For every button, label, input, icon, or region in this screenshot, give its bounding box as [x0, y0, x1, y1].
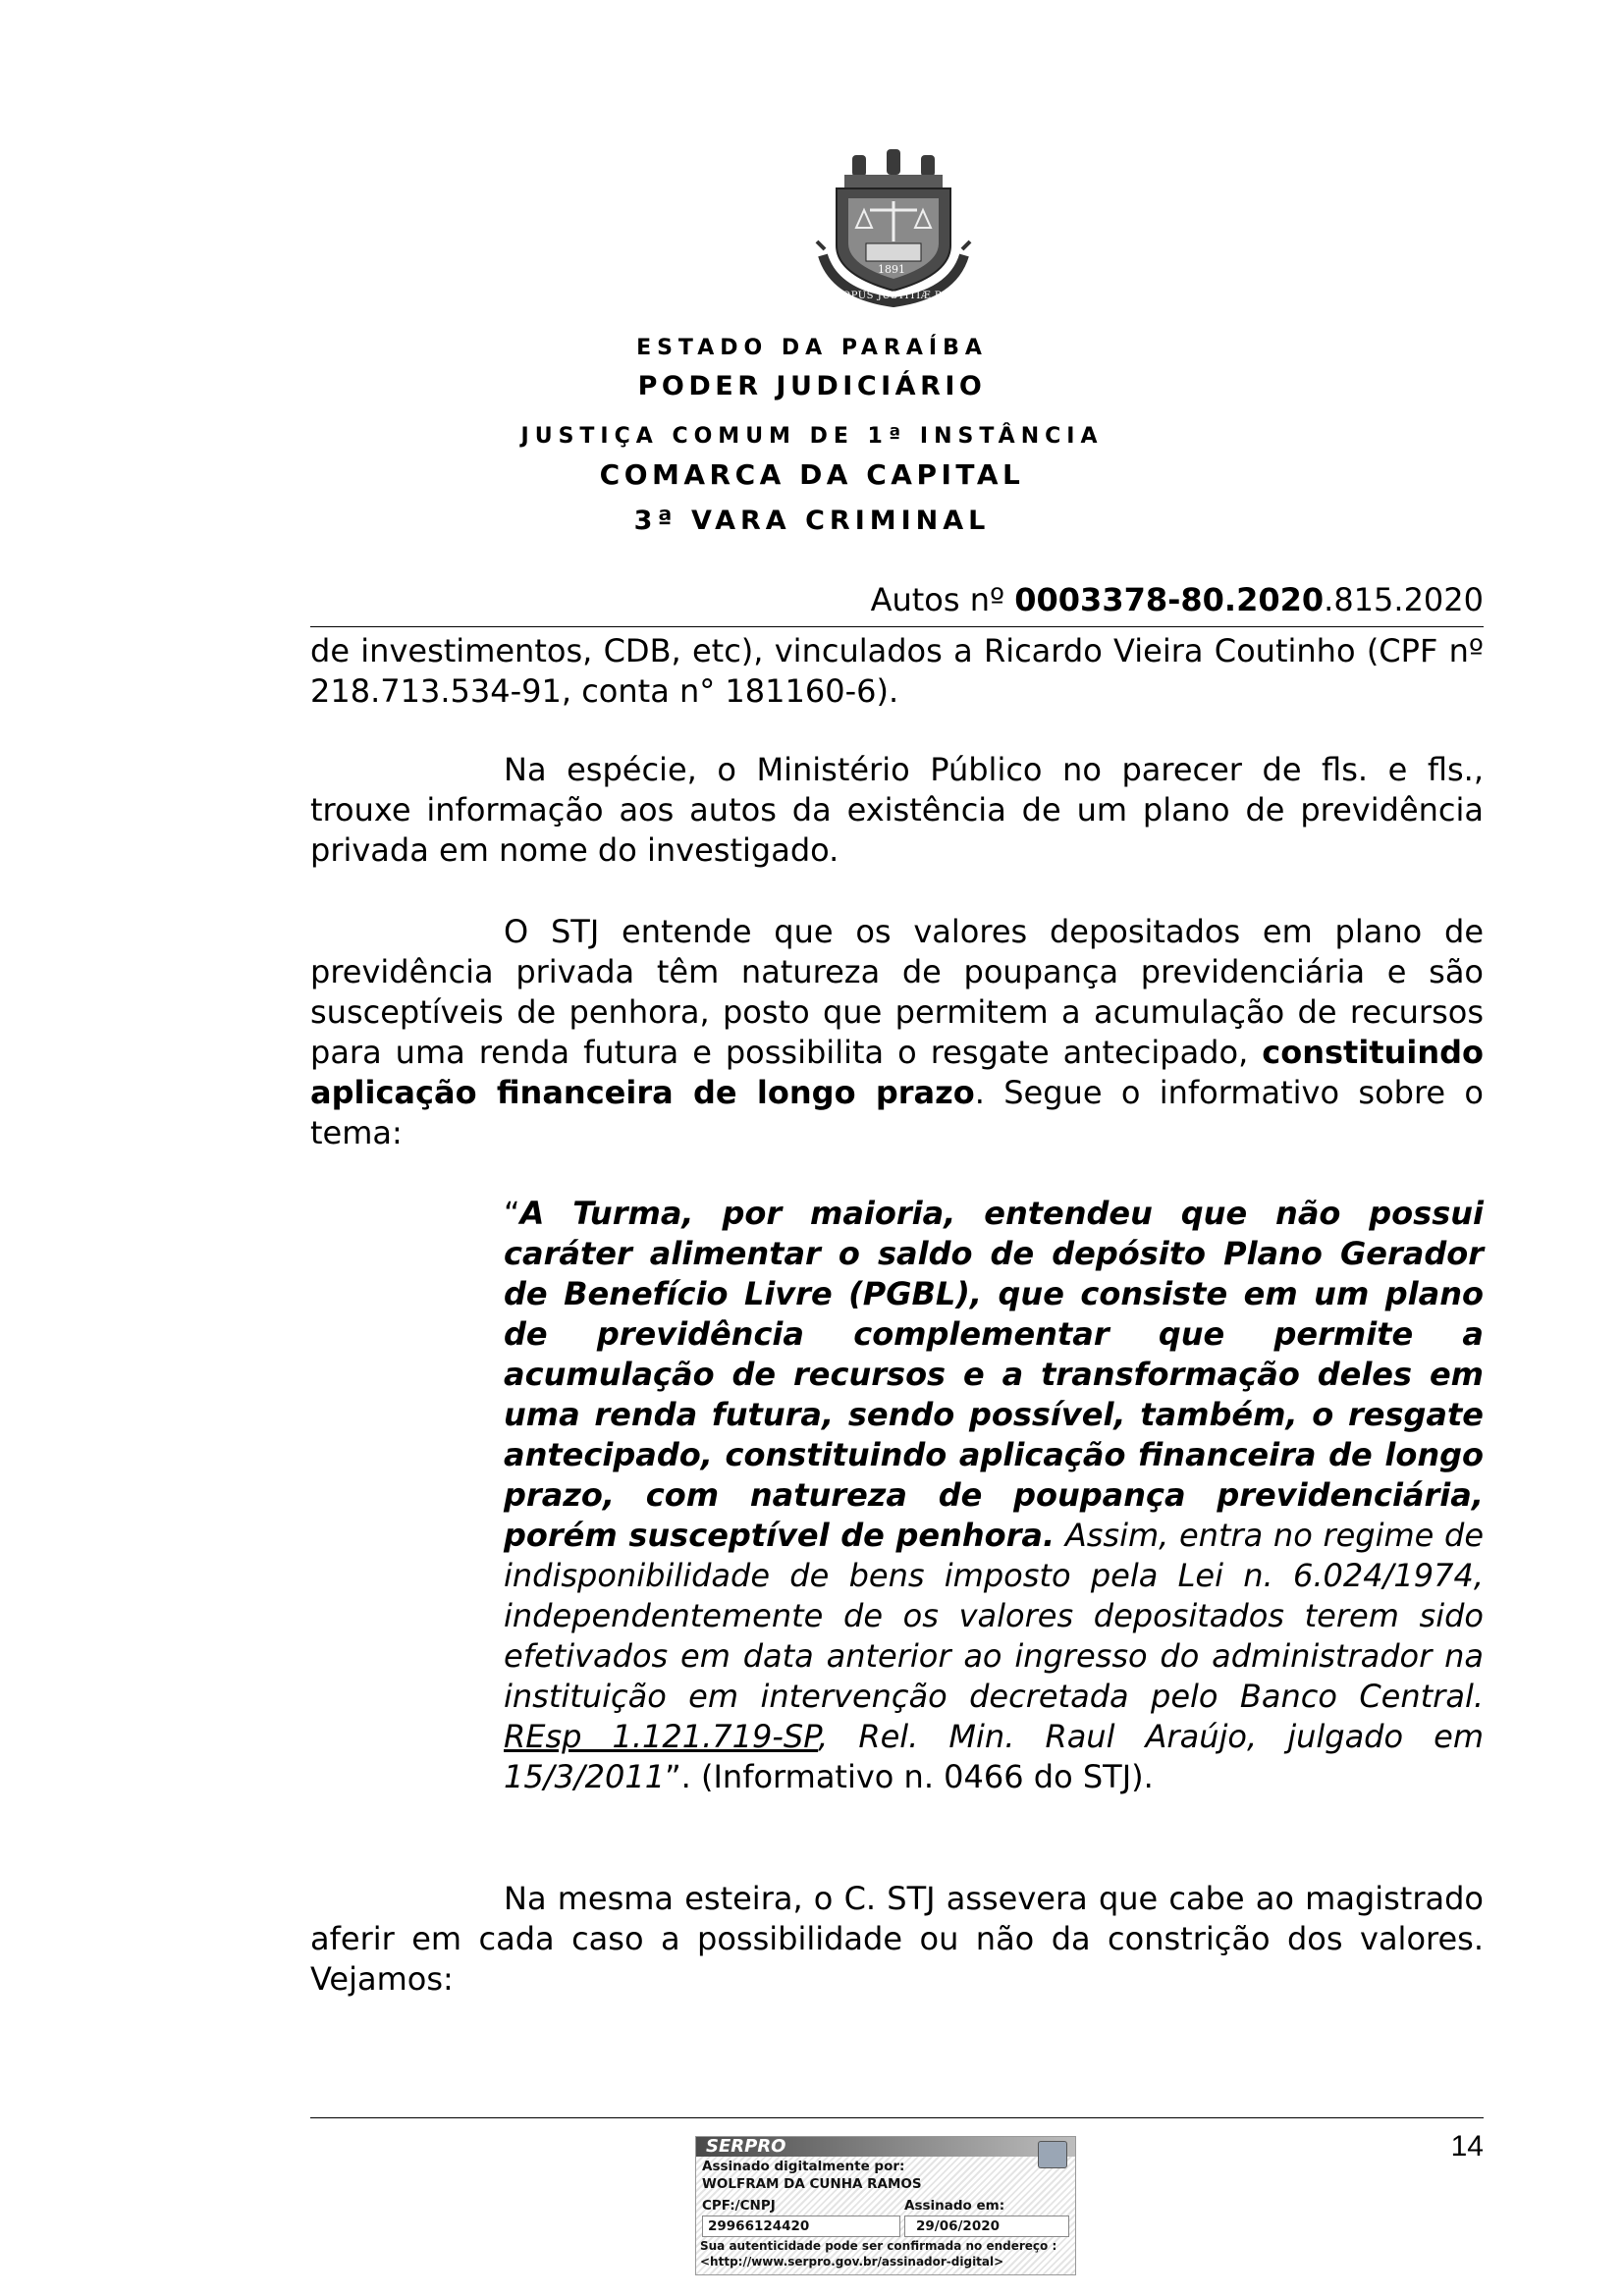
signature-seal-icon: [1038, 2141, 1067, 2168]
digital-signature-stamp: [695, 2136, 1076, 2275]
header-justice: JUSTIÇA COMUM DE 1ª INSTÂNCIA: [520, 424, 1104, 449]
case-number-bold: 0003378-80.2020: [1014, 581, 1325, 618]
crest-year: 1891: [878, 263, 905, 276]
crest-motto: OPUS JUSTITIÆ PAX: [842, 291, 956, 301]
authenticity-url[interactable]: <http://www.serpro.gov.br/assinador-digital>: [700, 2255, 1004, 2269]
signer-name: WOLFRAM DA CUNHA RAMOS: [702, 2176, 922, 2192]
header-power: PODER JUDICIÁRIO: [637, 371, 987, 401]
header-comarca: COMARCA DA CAPITAL: [599, 458, 1025, 491]
header-divider: [310, 626, 1484, 627]
page-number: 14: [1450, 2130, 1484, 2163]
header-vara: 3ª VARA CRIMINAL: [633, 506, 991, 536]
footer-divider: [310, 2117, 1484, 2118]
paragraph-3: O STJ entende que os valores depositados em plano de previdência privada têm natureza de poupança previdenciária e são susceptíveis de penhora, posto que permitem a acumulação de recursos para uma renda futura e possibilita o resgate antecipado, constituindo aplicação financeira de longo prazo. Segue o informativo sobre o tema:: [310, 913, 1485, 1151]
quote-bold: A Turma, por maioria, entendeu que não possui caráter alimentar o saldo de depósito Plano Gerador de Benefício Livre (PGBL), que consiste em um plano de previdência complementar que permite a acumulação de recursos e a transformação deles em uma renda futura, sendo possível, também, o resgate antecipado, constituindo aplicação financeira de longo prazo, com natureza de poupança previdenciária, porém susceptível de penhora.: [504, 1195, 1484, 1554]
court-crest-icon: [815, 147, 972, 309]
serpro-logo: SERPRO: [706, 2136, 786, 2157]
resp-link[interactable]: REsp 1.121.719-SP: [504, 1718, 819, 1755]
case-number: Autos nº 0003378-80.2020.815.2020: [870, 581, 1484, 618]
paragraph-5: Na mesma esteira, o C. STJ assevera que cabe ao magistrado aferir em cada caso a possibilidade ou não da constrição dos valores. Vejamos:: [310, 1880, 1484, 1998]
paragraph-1: de investimentos, CDB, etc), vinculados a Ricardo Vieira Coutinho (CPF nº 218.713.534-91, conta n° 181160-6).: [310, 632, 1484, 710]
header-state: ESTADO DA PARAÍBA: [636, 336, 988, 360]
cpf-label: CPF:/CNPJ: [702, 2198, 776, 2214]
signed-date: 29/06/2020: [916, 2218, 1001, 2234]
cpf-value: 29966124420: [708, 2218, 810, 2234]
jurisprudence-quote: “A Turma, por maioria, entendeu que não possui caráter alimentar o saldo de depósito Plano Gerador de Benefício Livre (PGBL), que consiste em um plano de previdência complementar que permite a acumulação de recursos e a transformação deles em uma renda futura, sendo possível, também, o resgate antecipado, constituindo aplicação financeira de longo prazo, com natureza de poupança previdenciária, porém susceptível de penhora. Assim, entra no regime de indisponibilidade de bens imposto pela Lei n. 6.024/1974, independentemente de os valores depositados terem sido efetivados em data anterior ao ingresso do administrador na instituição em intervenção decretada pelo Banco Central. REsp 1.121.719-SP, Rel. Min. Raul Araújo, julgado em 15/3/2011”. (Informativo n. 0466 do STJ).: [504, 1195, 1485, 1795]
signed-date-label: Assinado em:: [904, 2198, 1005, 2214]
signed-by-label: Assinado digitalmente por:: [702, 2159, 905, 2174]
paragraph-3-bold: constituindo aplicação financeira de longo prazo: [310, 1034, 1484, 1111]
paragraph-2: Na espécie, o Ministério Público no parecer de fls. e fls., trouxe informação aos autos da existência de um plano de previdência privada em nome do investigado.: [310, 751, 1484, 869]
authenticity-note: Sua autenticidade pode ser confirmada no endereço :: [700, 2239, 1057, 2253]
